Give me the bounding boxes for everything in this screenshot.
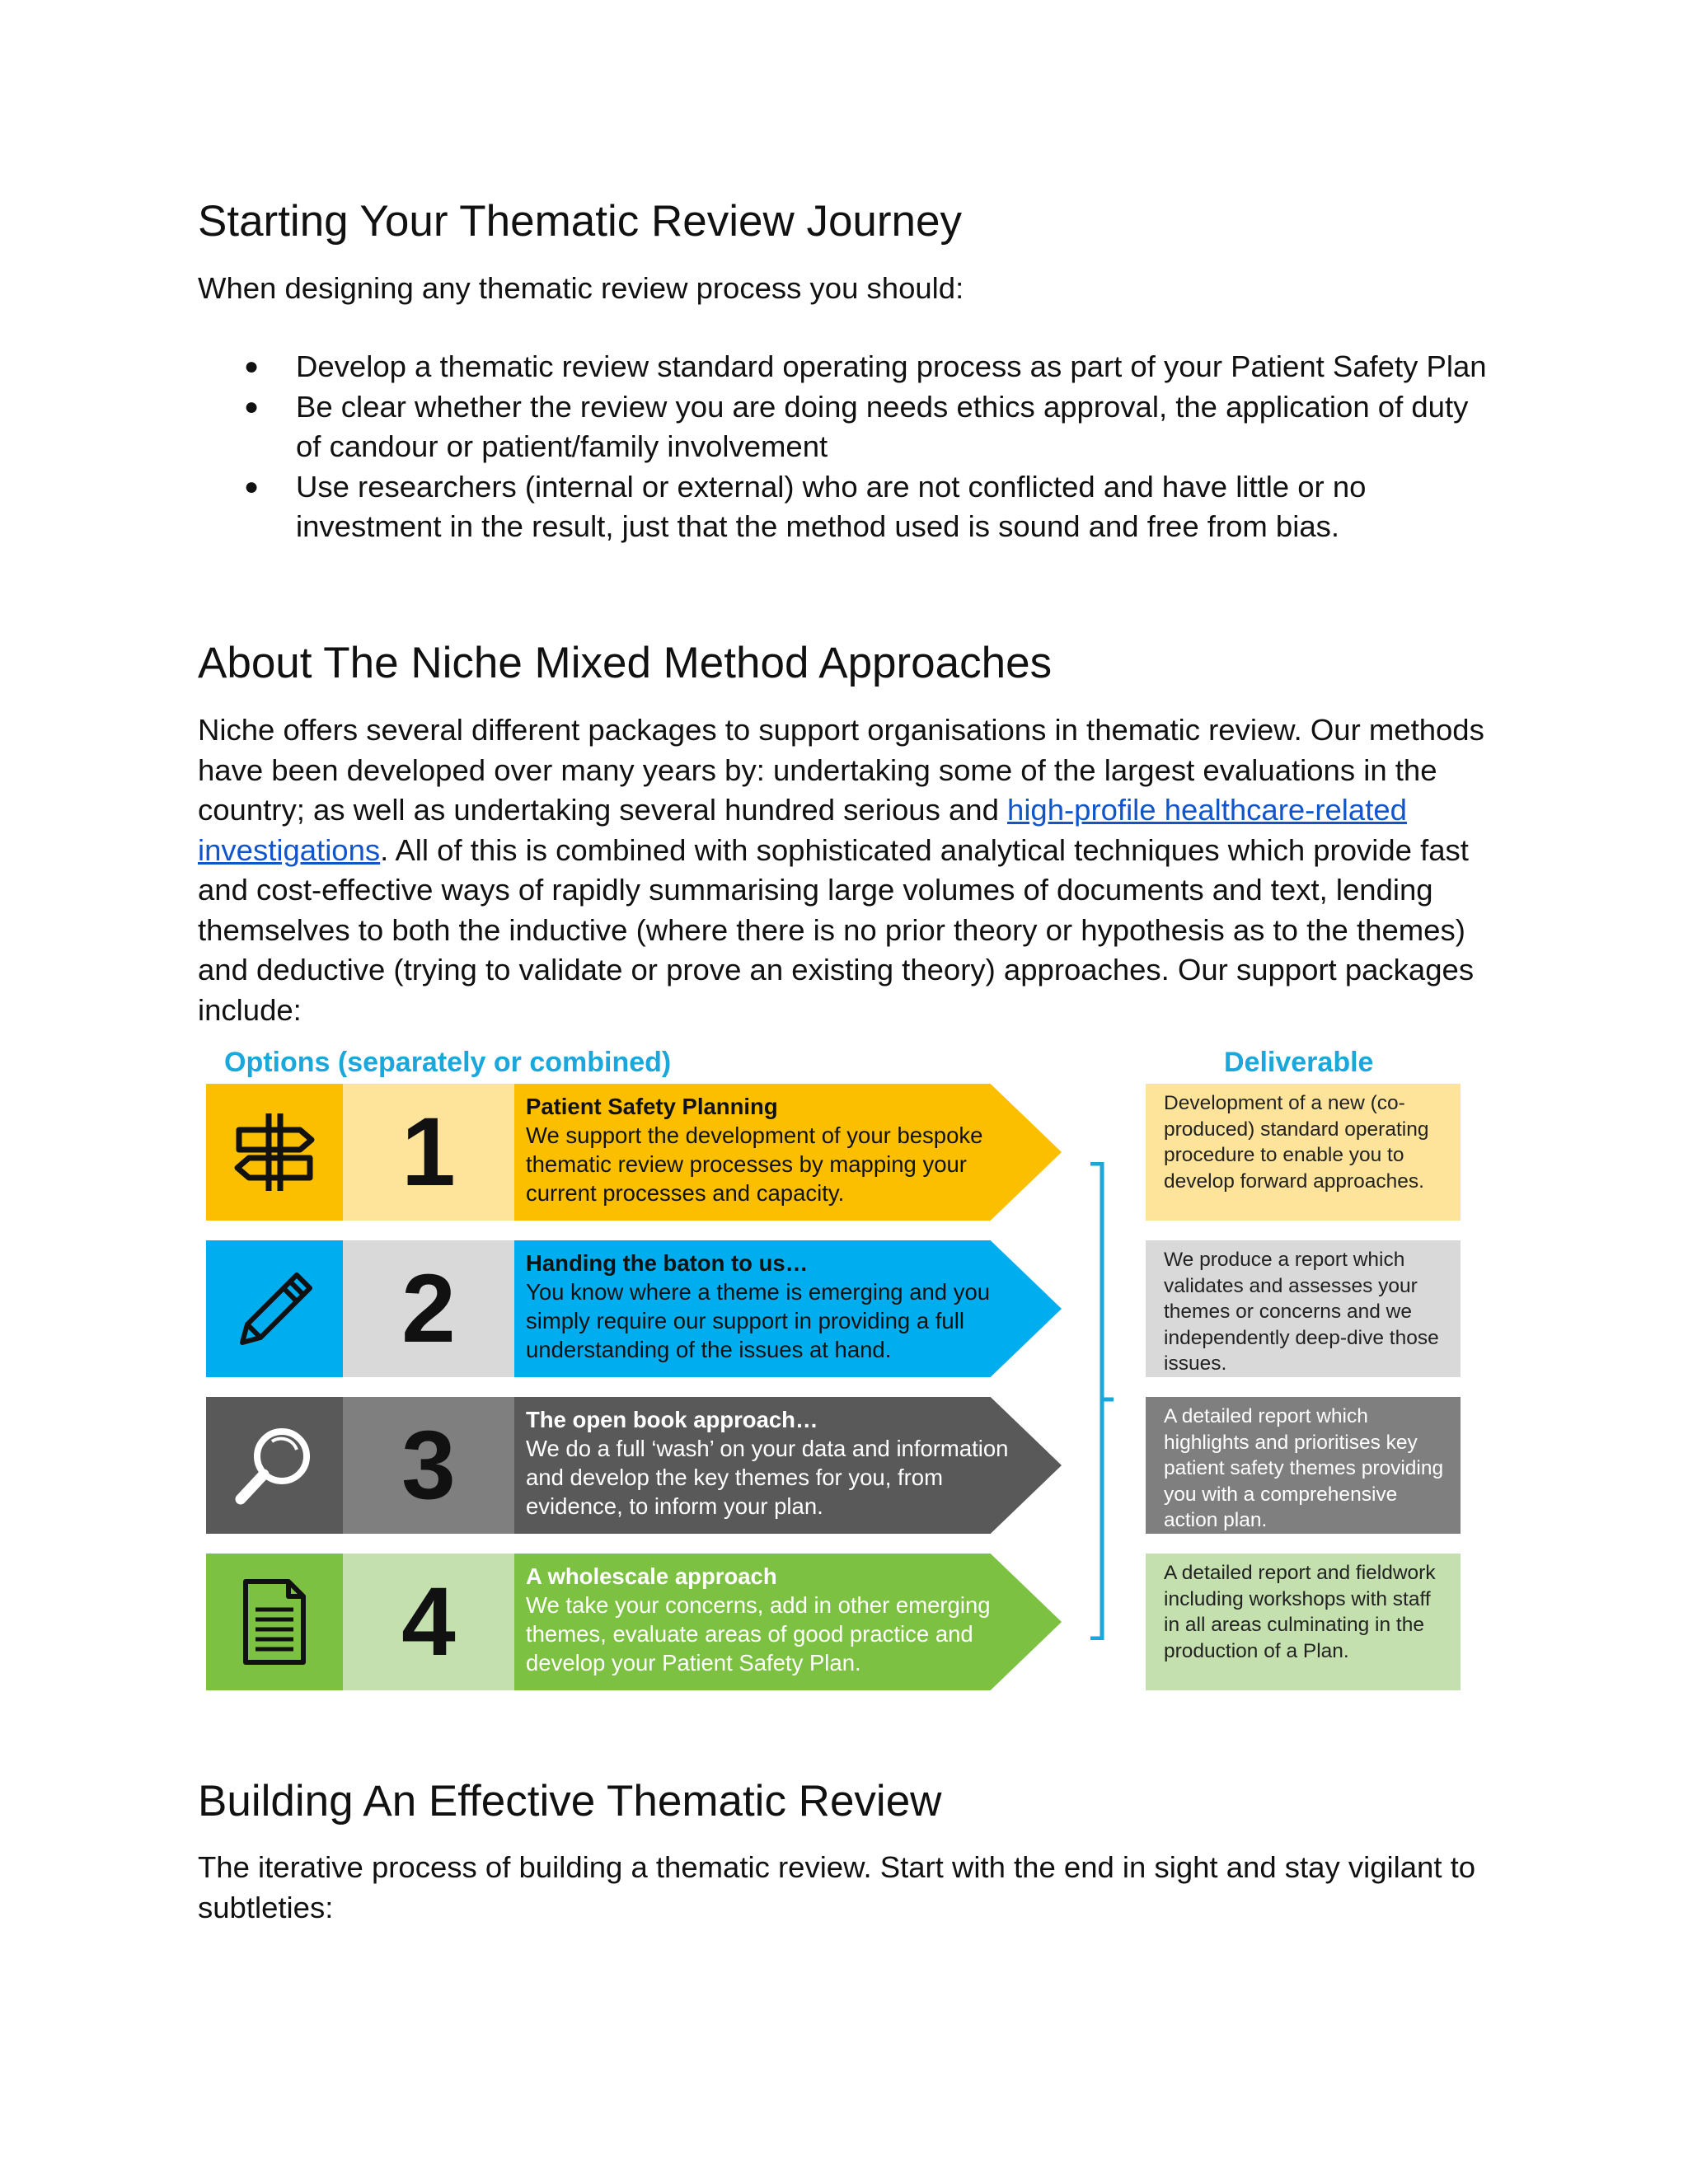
option-row-2: [206, 1240, 1063, 1377]
option-text: [526, 1562, 1020, 1677]
deliverable-box-3: A detailed report which highlights and prioritises key patient safety themes providing you with a comprehensive action plan.: [1146, 1397, 1461, 1534]
considerations-list: [198, 347, 1500, 547]
list-item: ● Develop a thematic review standard operating process as part of your Patient Safety Plan: [198, 347, 1500, 387]
option-body: We take your concerns, add in other emerging themes, evaluate areas of good practice and develop your Patient Safety Plan.: [526, 1592, 991, 1675]
section-heading-starting-journey: Starting Your Thematic Review Journey: [198, 197, 963, 246]
magnifier-icon: [206, 1397, 343, 1534]
option-title: A wholescale approach: [526, 1563, 777, 1589]
deliverable-box-1: Development of a new (co-produced) standard operating procedure to enable you to develop forward approaches.: [1146, 1084, 1461, 1221]
option-text: [526, 1249, 1020, 1364]
investigations-link[interactable]: high-profile healthcare-related investigations: [198, 793, 1407, 867]
option-row-3: [206, 1397, 1063, 1534]
option-row-1: [206, 1084, 1063, 1221]
options-bracket: [1084, 1162, 1117, 1640]
list-item: ● Use researchers (internal or external) who are not conflicted and have little or no investment in the result, just that the method used is sound and free from bias.: [198, 467, 1500, 547]
niche-description-paragraph: Niche offers several different packages to support organisations in thematic review. Our methods have been developed over many years by: undertaking some of the largest evaluations in the country; as well as undertaking several hundred serious and high-profile healthcare-related investigations. All of this is combined with sophisticated analytical techniques which provide fast and cost-effective ways of rapidly summarising large volumes of documents and text, lending themselves to both the inductive (where there is no prior theory or hypothesis as to the themes) and deductive (trying to validate or prove an existing theory) approaches. Our support packages include:: [198, 713, 1484, 1027]
bullet-icon: ●: [244, 353, 260, 380]
deliverable-header: Deliverable: [1224, 1047, 1374, 1078]
option-number: 1: [343, 1084, 514, 1221]
option-body: We support the development of your bespoke thematic review processes by mapping your current processes and capacity.: [526, 1122, 983, 1206]
document-icon: [206, 1554, 343, 1690]
option-number: 2: [343, 1240, 514, 1377]
support-packages-infographic: [198, 1038, 1467, 1706]
deliverable-box-2: We produce a report which validates and assesses your themes or concerns and we independently deep-dive those issues.: [1146, 1240, 1461, 1377]
option-title: Handing the baton to us…: [526, 1250, 809, 1276]
option-text: [526, 1405, 1020, 1521]
bullet-icon: ●: [244, 392, 260, 420]
signpost-icon: [206, 1084, 343, 1221]
list-item: ● Be clear whether the review you are doing needs ethics approval, the application of duty of candour or patient/family involvement: [198, 387, 1500, 467]
section-heading-building-review: Building An Effective Thematic Review: [198, 1777, 942, 1825]
pencil-icon: [206, 1240, 343, 1377]
section-intro-text: When designing any thematic review process you should:: [198, 271, 964, 305]
option-row-4: [206, 1554, 1063, 1690]
building-intro-text: The iterative process of building a thematic review. Start with the end in sight and stay vigilant to subtleties:: [198, 1850, 1476, 1924]
deliverable-box-4: A detailed report and fieldwork including workshops with staff in all areas culminating in the production of a Plan.: [1146, 1554, 1461, 1690]
option-text: [526, 1092, 1020, 1207]
option-body: You know where a theme is emerging and you simply require our support in providing a full understanding of the issues at hand.: [526, 1279, 991, 1362]
bullet-icon: ●: [244, 472, 260, 500]
option-title: Patient Safety Planning: [526, 1094, 778, 1119]
option-title: The open book approach…: [526, 1407, 818, 1432]
option-number: 3: [343, 1397, 514, 1534]
option-number: 4: [343, 1554, 514, 1690]
option-body: We do a full ‘wash’ on your data and information and develop the key themes for you, from evidence, to inform your plan.: [526, 1436, 1009, 1519]
options-header: Options (separately or combined): [224, 1047, 672, 1078]
section-heading-niche-approaches: About The Niche Mixed Method Approaches: [198, 639, 1053, 687]
